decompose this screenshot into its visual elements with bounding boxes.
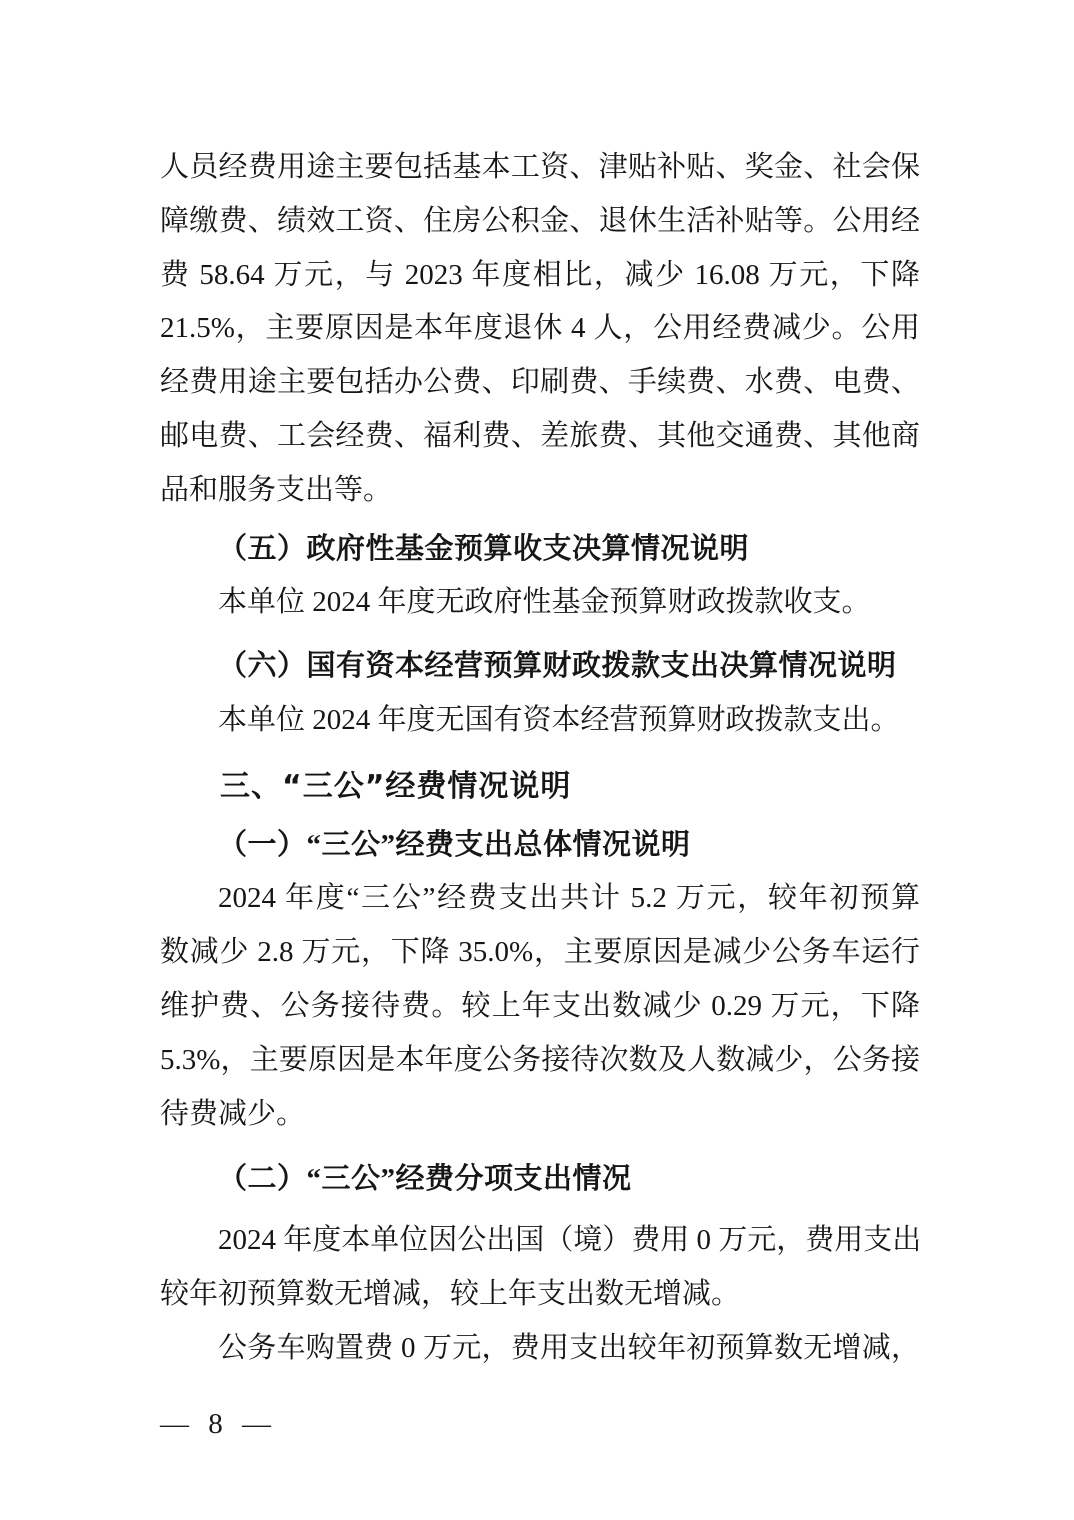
paragraph-line: 邮电费、工会经费、福利费、差旅费、其他交通费、其他商 — [160, 419, 920, 452]
page-footer — [160, 1398, 271, 1452]
paragraph-line: 障缴费、绩效工资、住房公积金、退休生活补贴等。公用经 — [160, 204, 920, 237]
paragraph-abroad-expense — [160, 1214, 920, 1322]
paragraph-line: 5.3%，主要原因是本年度公务接待次数及人数减少，公务接 — [160, 1043, 920, 1076]
heading-part-3-item-2: （二）“三公”经费分项支出情况 — [218, 1163, 632, 1196]
heading-section-5: （五）政府性基金预算收支决算情况说明 — [218, 532, 750, 565]
paragraph-line: 2024 年度“三公”经费支出共计 5.2 万元，较年初预算 — [218, 882, 920, 915]
paragraph-line: 2024 年度本单位因公出国（境）费用 0 万元，费用支出 — [218, 1224, 922, 1257]
paragraph-line: 维护费、公务接待费。较上年支出数减少 0.29 万元，下降 — [160, 989, 920, 1022]
paragraph-line: 经费用途主要包括办公费、印刷费、手续费、水费、电费、 — [160, 366, 920, 399]
paragraph-personnel-expense — [160, 141, 920, 518]
paragraph-line: 费 58.64 万元，与 2023 年度相比，减少 16.08 万元，下降 — [160, 258, 920, 291]
paragraph-line: 21.5%，主要原因是本年度退休 4 人，公用经费减少。公用 — [160, 312, 920, 345]
paragraph-line: 待费减少。 — [160, 1097, 306, 1130]
paragraph-line: 人员经费用途主要包括基本工资、津贴补贴、奖金、社会保 — [160, 151, 920, 183]
heading-section-6: （六）国有资本经营预算财政拨款支出决算情况说明 — [218, 650, 897, 683]
paragraph-line: 数减少 2.8 万元，下降 35.0%，主要原因是减少公务车运行 — [160, 936, 920, 969]
paragraph-line: 较年初预算数无增减，较上年支出数无增减。 — [160, 1277, 741, 1310]
heading-part-3: 三、“三公”经费情况说明 — [220, 768, 572, 804]
paragraph-three-public-total — [160, 872, 920, 1141]
paragraph-section-5: 本单位 2024 年度无政府性基金预算财政拨款收支。 — [218, 586, 871, 619]
page-number: — 8 — — [160, 1408, 271, 1440]
paragraph-section-6: 本单位 2024 年度无国有资本经营预算财政拨款支出。 — [218, 703, 900, 736]
paragraph-vehicle-purchase: 公务车购置费 0 万元，费用支出较年初预算数无增减， — [218, 1331, 920, 1364]
heading-part-3-item-1: （一）“三公”经费支出总体情况说明 — [218, 828, 691, 861]
paragraph-line: 品和服务支出等。 — [160, 473, 393, 506]
document-body — [160, 141, 920, 1376]
